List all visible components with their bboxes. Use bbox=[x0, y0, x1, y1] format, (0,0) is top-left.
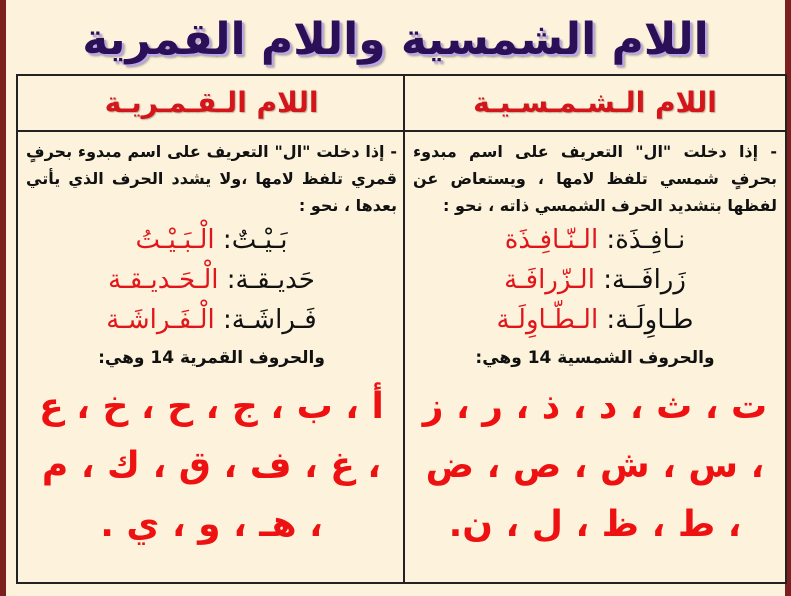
example-definite: الـطّـاوِلَـة bbox=[496, 305, 599, 335]
comparison-table bbox=[16, 74, 787, 584]
example-definite: الْـحَـديـقـة bbox=[108, 265, 219, 295]
lunar-count-label: والحروف القمرية 14 وهي: bbox=[98, 348, 325, 368]
lunar-body bbox=[18, 132, 405, 554]
solar-description: - إذا دخلت "ال" التعريف على اسم مبدوء بحرفٍ شمسي تلفظ لامها ، ويستعاض عن لفظها بتشديد الحرف الشمسي ذاته ، نحو : bbox=[413, 142, 777, 215]
example-definite: الـزّرافَـة bbox=[504, 265, 595, 295]
lunar-example: بَـيْـتٌ: الْـبَـيْـتُ bbox=[135, 225, 288, 255]
example-word: حَديـقـة bbox=[235, 265, 315, 295]
page-title: اللام الشمسية واللام القمرية bbox=[82, 14, 709, 65]
example-word: فَـراشَـة bbox=[231, 305, 317, 335]
example-definite: الْـفَـراشَـة bbox=[106, 305, 215, 335]
lunar-heading: اللام الـقـمـريـة bbox=[18, 76, 405, 132]
solar-body bbox=[405, 132, 785, 554]
example-word: نـافِـذَة bbox=[615, 225, 686, 255]
solar-count-label: والحروف الشمسية 14 وهي: bbox=[475, 348, 715, 368]
lunar-letters: أ ، ب ، ج ، ح ، خ ، ع ، غ ، ف ، ق ، ك ، م ، هـ ، و ، ي . bbox=[39, 386, 384, 545]
lunar-example: فَـراشَـة: الْـفَـراشَـة bbox=[106, 305, 317, 335]
example-definite: الـنّـافِـذَة bbox=[504, 225, 599, 255]
lunar-example: حَديـقـة: الْـحَـديـقـة bbox=[108, 265, 315, 295]
example-definite: الْـبَـيْـتُ bbox=[135, 225, 215, 255]
example-word: زَرافَــة bbox=[611, 265, 686, 295]
solar-example: نـافِـذَة: الـنّـافِـذَة bbox=[504, 225, 686, 255]
solar-letters: ت ، ث ، د ، ذ ، ر ، ز ، س ، ش ، ص ، ض ، ط ، ظ ، ل ، ن. bbox=[422, 386, 768, 545]
solar-heading: اللام الـشـمـسـيـة bbox=[405, 76, 785, 132]
lunar-description: - إذا دخلت "ال" التعريف على اسم مبدوء بحرفٍ قمري تلفظ لامها ،ولا يشدد الحرف الذي يأتي بعدها ، نحو : bbox=[26, 142, 397, 215]
solar-column bbox=[403, 76, 785, 582]
solar-example: طـاوِلَـة: الـطّـاوِلَـة bbox=[496, 305, 694, 335]
example-word: طـاوِلَـة bbox=[615, 305, 694, 335]
solar-example: زَرافَــة: الـزّرافَـة bbox=[504, 265, 686, 295]
example-word: بَـيْـتٌ bbox=[231, 225, 288, 255]
lunar-column bbox=[18, 76, 405, 582]
